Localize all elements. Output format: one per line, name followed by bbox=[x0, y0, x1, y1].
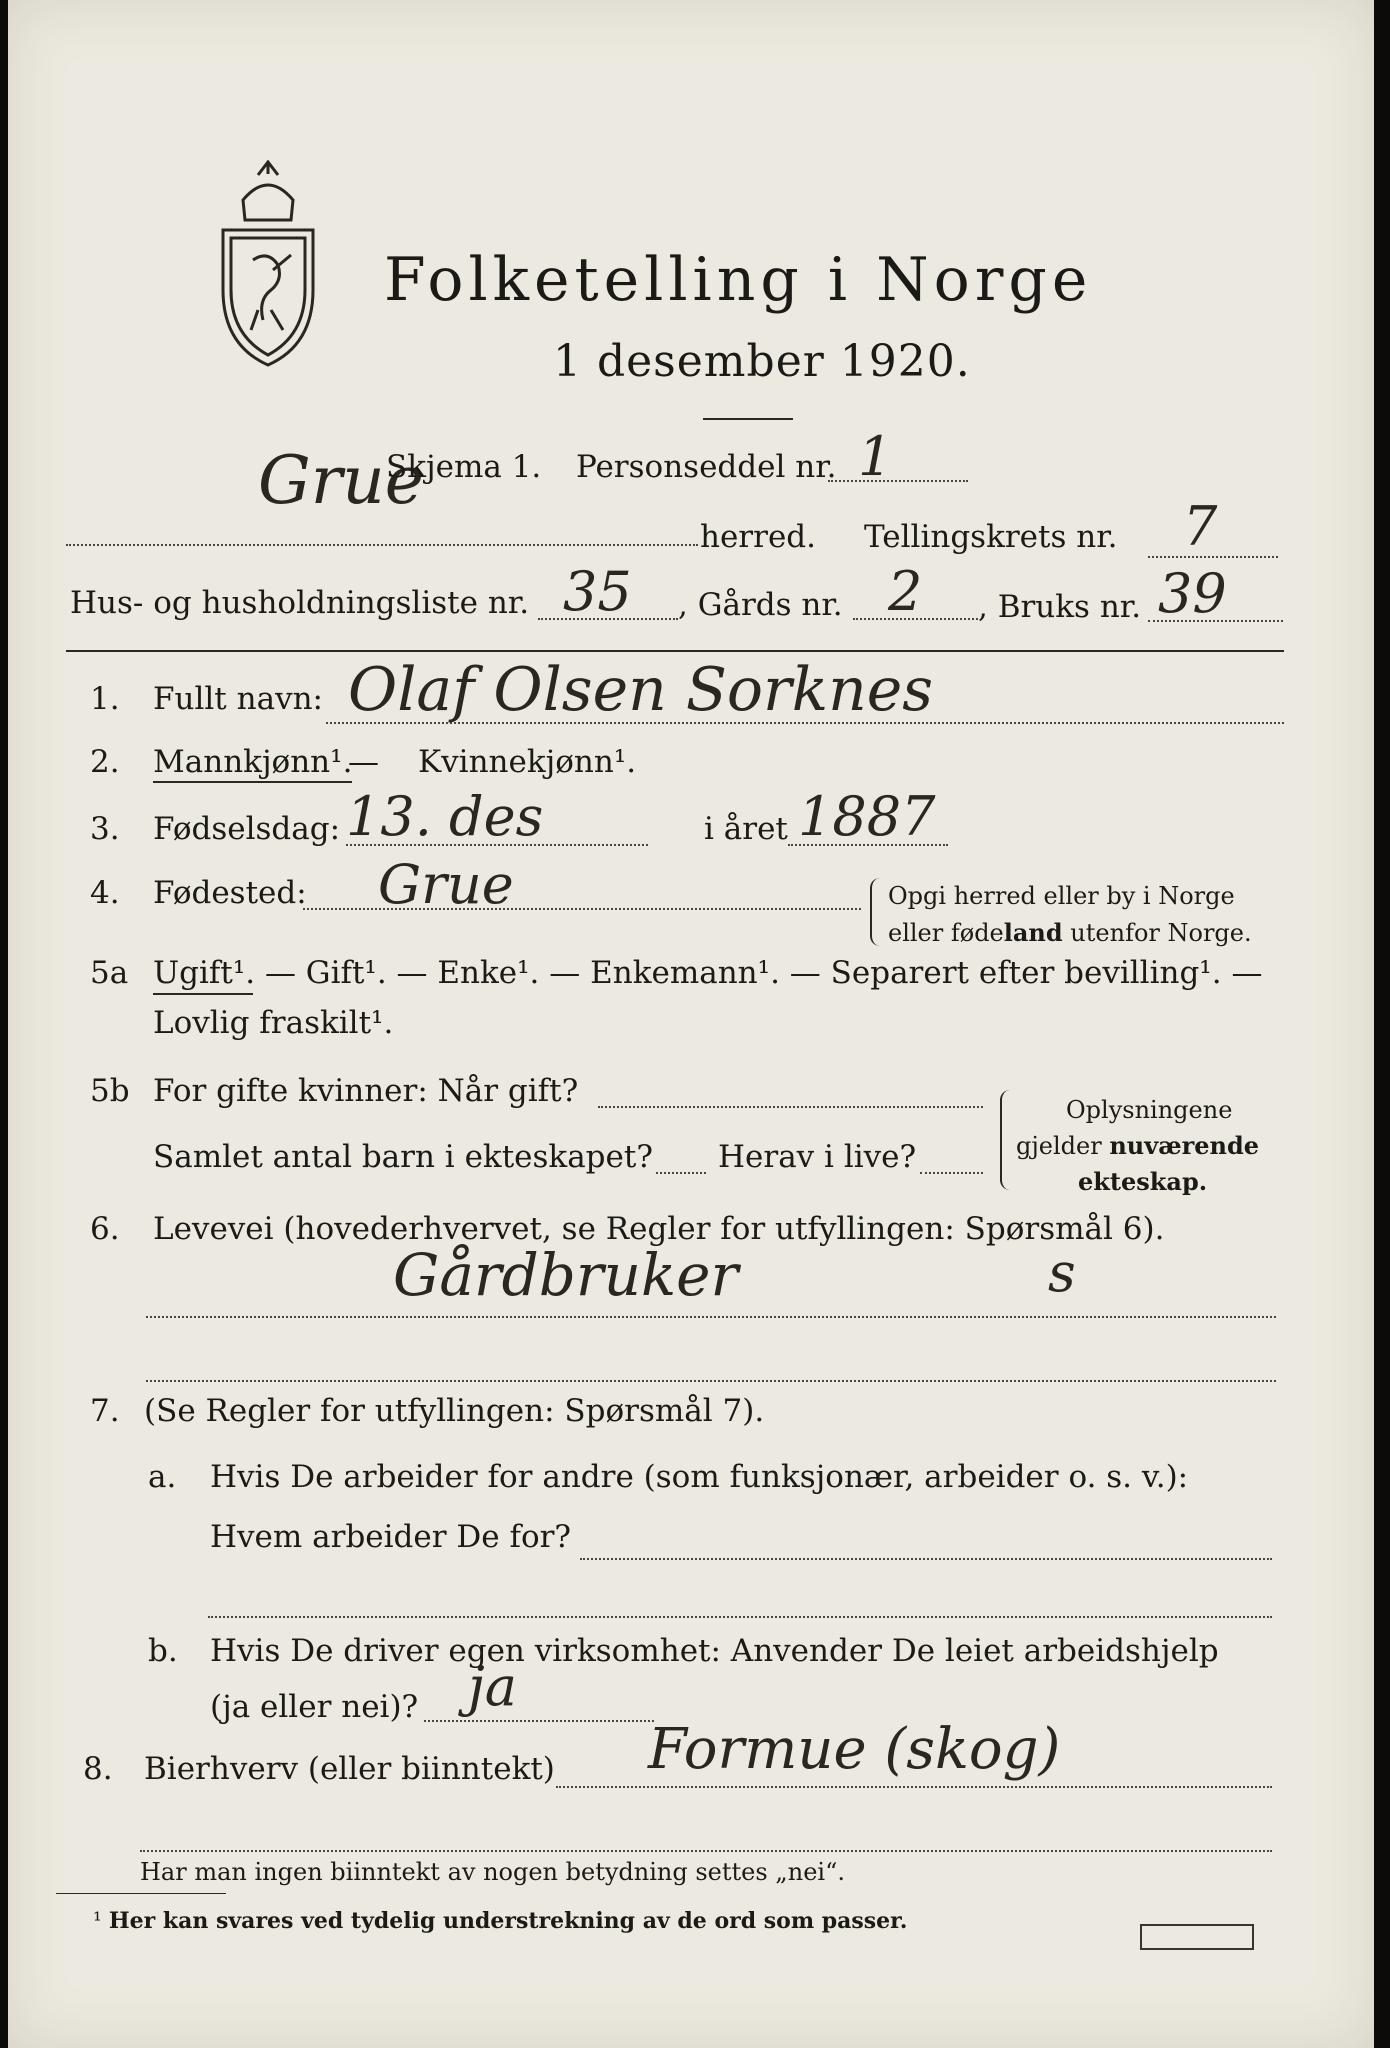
q3-number: 3. bbox=[90, 811, 120, 847]
q7a-field-line1[interactable] bbox=[580, 1558, 1272, 1560]
q4-label: Fødested: bbox=[153, 875, 307, 911]
personseddel-label: Personseddel nr. bbox=[576, 449, 837, 485]
q4-note-line2 bbox=[888, 918, 1252, 947]
biinntekt-note: Har man ingen biinntekt av nogen betydning settes „nei“. bbox=[140, 1858, 845, 1886]
q8-number: 8. bbox=[83, 1751, 113, 1787]
q5b-number: 5b bbox=[90, 1073, 130, 1109]
census-form-page bbox=[8, 0, 1374, 2048]
q8-field-line2[interactable] bbox=[140, 1850, 1272, 1852]
footnote-pre: Her kan svares ved bbox=[108, 1908, 351, 1934]
q2-number: 2. bbox=[90, 744, 120, 780]
title-divider bbox=[703, 418, 793, 420]
q5b-note-line2 bbox=[1016, 1131, 1260, 1160]
q7a-line1: Hvis De arbeider for andre (som funksjonær, arbeider o. s. v.): bbox=[210, 1459, 1189, 1495]
norway-coat-of-arms-icon bbox=[213, 160, 323, 370]
herred-handwritten: Grue bbox=[258, 442, 424, 519]
q4-note-post: utenfor Norge. bbox=[1062, 919, 1252, 947]
q5b-note-line3: ekteskap. bbox=[1078, 1167, 1208, 1196]
footnote-divider bbox=[56, 1893, 226, 1894]
q4-note-bold: land bbox=[1003, 918, 1063, 947]
q5b-note-bold: nuværende bbox=[1109, 1131, 1260, 1160]
q8-value: Formue (skog) bbox=[648, 1717, 1061, 1782]
q7-number: 7. bbox=[90, 1393, 120, 1429]
q5b-line1: For gifte kvinner: Når gift? bbox=[153, 1073, 579, 1109]
q7b-value: ja bbox=[468, 1655, 517, 1718]
q5b-alive-field[interactable] bbox=[920, 1172, 983, 1174]
q7b-letter: b. bbox=[148, 1633, 178, 1669]
footnote-mark: ¹ bbox=[93, 1909, 102, 1934]
q5a-number: 5a bbox=[90, 955, 129, 991]
q5b-note-brace bbox=[1000, 1090, 1012, 1190]
q6-number: 6. bbox=[90, 1211, 120, 1247]
q5b-alive-label: Herav i live? bbox=[718, 1139, 917, 1175]
q7b-line1: Hvis De driver egen virksomhet: Anvender De leiet arbeidshjelp bbox=[210, 1633, 1219, 1669]
schema-label: Skjema 1. bbox=[386, 449, 542, 485]
q8-label: Bierhverv (eller biinntekt) bbox=[144, 1751, 555, 1787]
q3-year-value: 1887 bbox=[798, 785, 936, 848]
footnote-bold: tydelig understrekning bbox=[350, 1908, 636, 1934]
q2-female-option[interactable]: Kvinnekjønn¹. bbox=[418, 744, 637, 780]
q8-field-line1[interactable] bbox=[556, 1786, 1272, 1788]
q3-year-label: i året bbox=[704, 811, 788, 847]
q6-field-line1[interactable] bbox=[146, 1316, 1276, 1318]
q1-number: 1. bbox=[90, 681, 120, 717]
tellingskrets-value: 7 bbox=[1183, 495, 1218, 558]
bruks-label: , Bruks nr. bbox=[978, 589, 1142, 625]
printer-stamp bbox=[1140, 1924, 1254, 1950]
q7a-field-line2[interactable] bbox=[208, 1616, 1272, 1618]
husliste-label: Hus- og husholdningsliste nr. bbox=[70, 585, 530, 621]
q3-label: Fødselsdag: bbox=[153, 811, 341, 847]
q5b-married-field[interactable] bbox=[598, 1106, 983, 1108]
q4-note-pre: eller føde bbox=[888, 919, 1004, 947]
q5a-options-line2[interactable]: Lovlig fraskilt¹. bbox=[153, 1005, 394, 1041]
q5b-note-pre: gjelder bbox=[1016, 1132, 1110, 1160]
header-divider bbox=[66, 650, 1284, 652]
q5a-options-line1[interactable]: Ugift¹. — Gift¹. — Enke¹. — Enkemann¹. — Separert efter bevilling¹. — bbox=[153, 955, 1263, 991]
q6-field-line2[interactable] bbox=[146, 1380, 1276, 1382]
q5b-children-label: Samlet antal barn i ekteskapet? bbox=[153, 1139, 653, 1175]
q4-number: 4. bbox=[90, 875, 120, 911]
herred-field[interactable] bbox=[66, 544, 698, 546]
q1-label: Fullt navn: bbox=[153, 681, 323, 717]
tellingskrets-label: Tellingskrets nr. bbox=[864, 519, 1118, 555]
q6-label: Levevei (hovederhvervet, se Regler for utfyllingen: Spørsmål 6). bbox=[153, 1211, 1165, 1247]
q2-separator: — bbox=[348, 744, 379, 780]
q6-value-suffix: s bbox=[1048, 1241, 1076, 1304]
footnote bbox=[93, 1910, 907, 1933]
q7b-field[interactable] bbox=[424, 1720, 654, 1722]
q5b-note-line1: Oplysningene bbox=[1066, 1096, 1233, 1124]
personseddel-value: 1 bbox=[858, 425, 893, 488]
form-date: 1 desember 1920. bbox=[553, 336, 971, 387]
q5a-ugift-underline bbox=[153, 993, 253, 995]
q7b-line2: (ja eller nei)? bbox=[210, 1689, 419, 1725]
footnote-post: av de ord som passer. bbox=[635, 1908, 908, 1934]
q2-male-option[interactable]: Mannkjønn¹. bbox=[153, 747, 352, 783]
q1-value: Olaf Olsen Sorknes bbox=[348, 655, 934, 725]
husliste-value: 35 bbox=[563, 560, 632, 623]
q7a-letter: a. bbox=[148, 1459, 177, 1495]
q4-value: Grue bbox=[378, 853, 514, 916]
personseddel-field[interactable] bbox=[828, 480, 968, 482]
q4-note-line1: Opgi herred eller by i Norge bbox=[888, 882, 1235, 910]
q3-day-value: 13. des bbox=[346, 785, 544, 848]
gards-value: 2 bbox=[888, 560, 923, 623]
herred-label: herred. bbox=[700, 519, 816, 555]
q7a-line2: Hvem arbeider De for? bbox=[210, 1519, 572, 1555]
q6-value: Gårdbruker bbox=[393, 1241, 739, 1309]
gards-label: , Gårds nr. bbox=[678, 587, 843, 623]
form-title: Folketelling i Norge bbox=[384, 245, 1093, 315]
q7-label: (Se Regler for utfyllingen: Spørsmål 7). bbox=[144, 1393, 765, 1429]
q4-note-brace bbox=[870, 878, 880, 946]
bruks-value: 39 bbox=[1158, 562, 1227, 625]
q5b-children-field[interactable] bbox=[656, 1172, 706, 1174]
